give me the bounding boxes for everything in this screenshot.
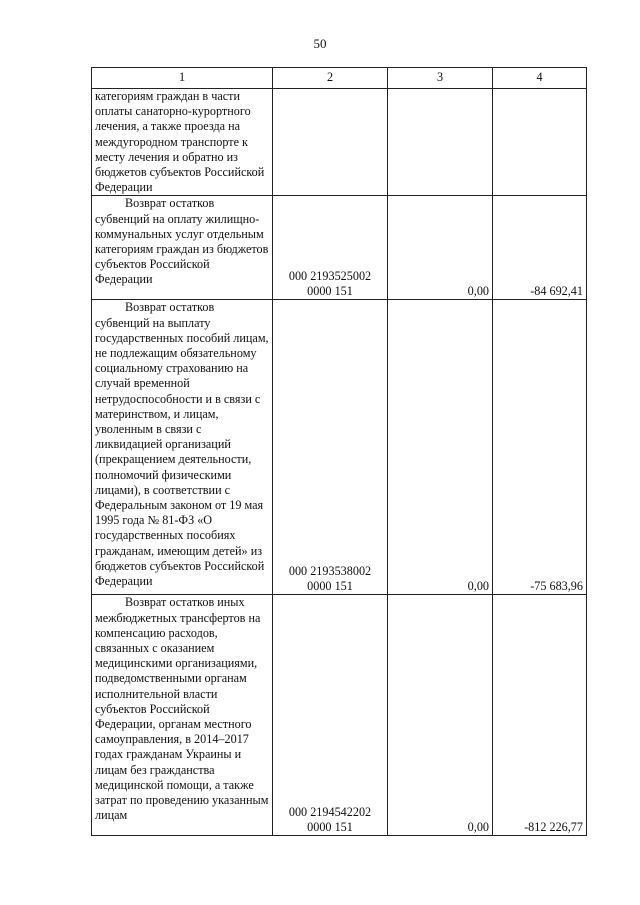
table-header-row (92, 68, 587, 89)
table-row (92, 196, 587, 300)
row-value-3: 0,00 (388, 196, 493, 300)
column-header-1: 1 (92, 68, 273, 89)
row-code-line1: 000 2194542202 (288, 805, 372, 820)
row-code-line2: 0000 151 (307, 579, 353, 594)
row-value-4 (493, 89, 587, 196)
page-number: 50 (313, 36, 327, 51)
row-description (92, 196, 273, 300)
column-header-3: 3 (388, 68, 493, 89)
row-description-lead: Возврат остатков (125, 196, 215, 211)
row-value-3: 0,00 (388, 300, 493, 595)
row-code-line2: 0000 151 (307, 820, 353, 835)
column-header-2: 2 (273, 68, 388, 89)
row-value-4: -84 692,41 (493, 196, 587, 300)
table-row (92, 595, 587, 836)
column-header-4: 4 (493, 68, 587, 89)
row-value-4: -812 226,77 (493, 595, 587, 836)
row-code-line1: 000 2193538002 (288, 564, 372, 579)
row-description (92, 300, 273, 595)
table-row (92, 89, 587, 196)
row-description-text: межбюджетных трансфертов на компенсацию расходов, связанных с оказанием медицинскими организациями, подведомственными органам исполнительной власти субъектов Российской Федерации, органам местного самоуправления, в 2014–2017 годах гражданам Украины и лицам без гражданства медицинской помощи, а также затрат по проведению указанным лицам (95, 610, 269, 823)
row-description-lead: Возврат остатков иных (125, 595, 245, 610)
row-value-3: 0,00 (388, 595, 493, 836)
row-description-lead: Возврат остатков (125, 300, 215, 315)
row-value-4: -75 683,96 (493, 300, 587, 595)
row-value-3 (388, 89, 493, 196)
row-code (273, 89, 388, 196)
row-code (273, 300, 388, 595)
row-description-text: субвенций на выплату государственных пособий лицам, не подлежащим обязательному социальному страхованию на случай временной нетрудоспособности и в связи с материнством, и лицам, уволенным в связи с ликвидацией организаций (прекращением деятельности, полномочий физическими лицами), в соответствии с Федеральным законом от 19 мая 1995 года № 81-ФЗ «О государственных пособиях гражданам, имеющим детей» из бюджетов субъектов Российской Федерации (95, 315, 269, 589)
table-row (92, 300, 587, 595)
row-code-line1: 000 2193525002 (288, 269, 372, 284)
row-description-text: субвенций на оплату жилищно-коммунальных услуг отдельным категориям граждан из бюджетов субъектов Российской Федерации (95, 211, 269, 287)
budget-table (91, 67, 587, 836)
row-code (273, 196, 388, 300)
row-description (92, 89, 273, 196)
row-code (273, 595, 388, 836)
row-code-line2: 0000 151 (307, 284, 353, 299)
row-description (92, 595, 273, 836)
row-description-text: категориям граждан в части оплаты санаторно-курортного лечения, а также проезда на междугородном транспорте к месту лечения и обратно из бюджетов субъектов Российской Федерации (95, 89, 265, 195)
